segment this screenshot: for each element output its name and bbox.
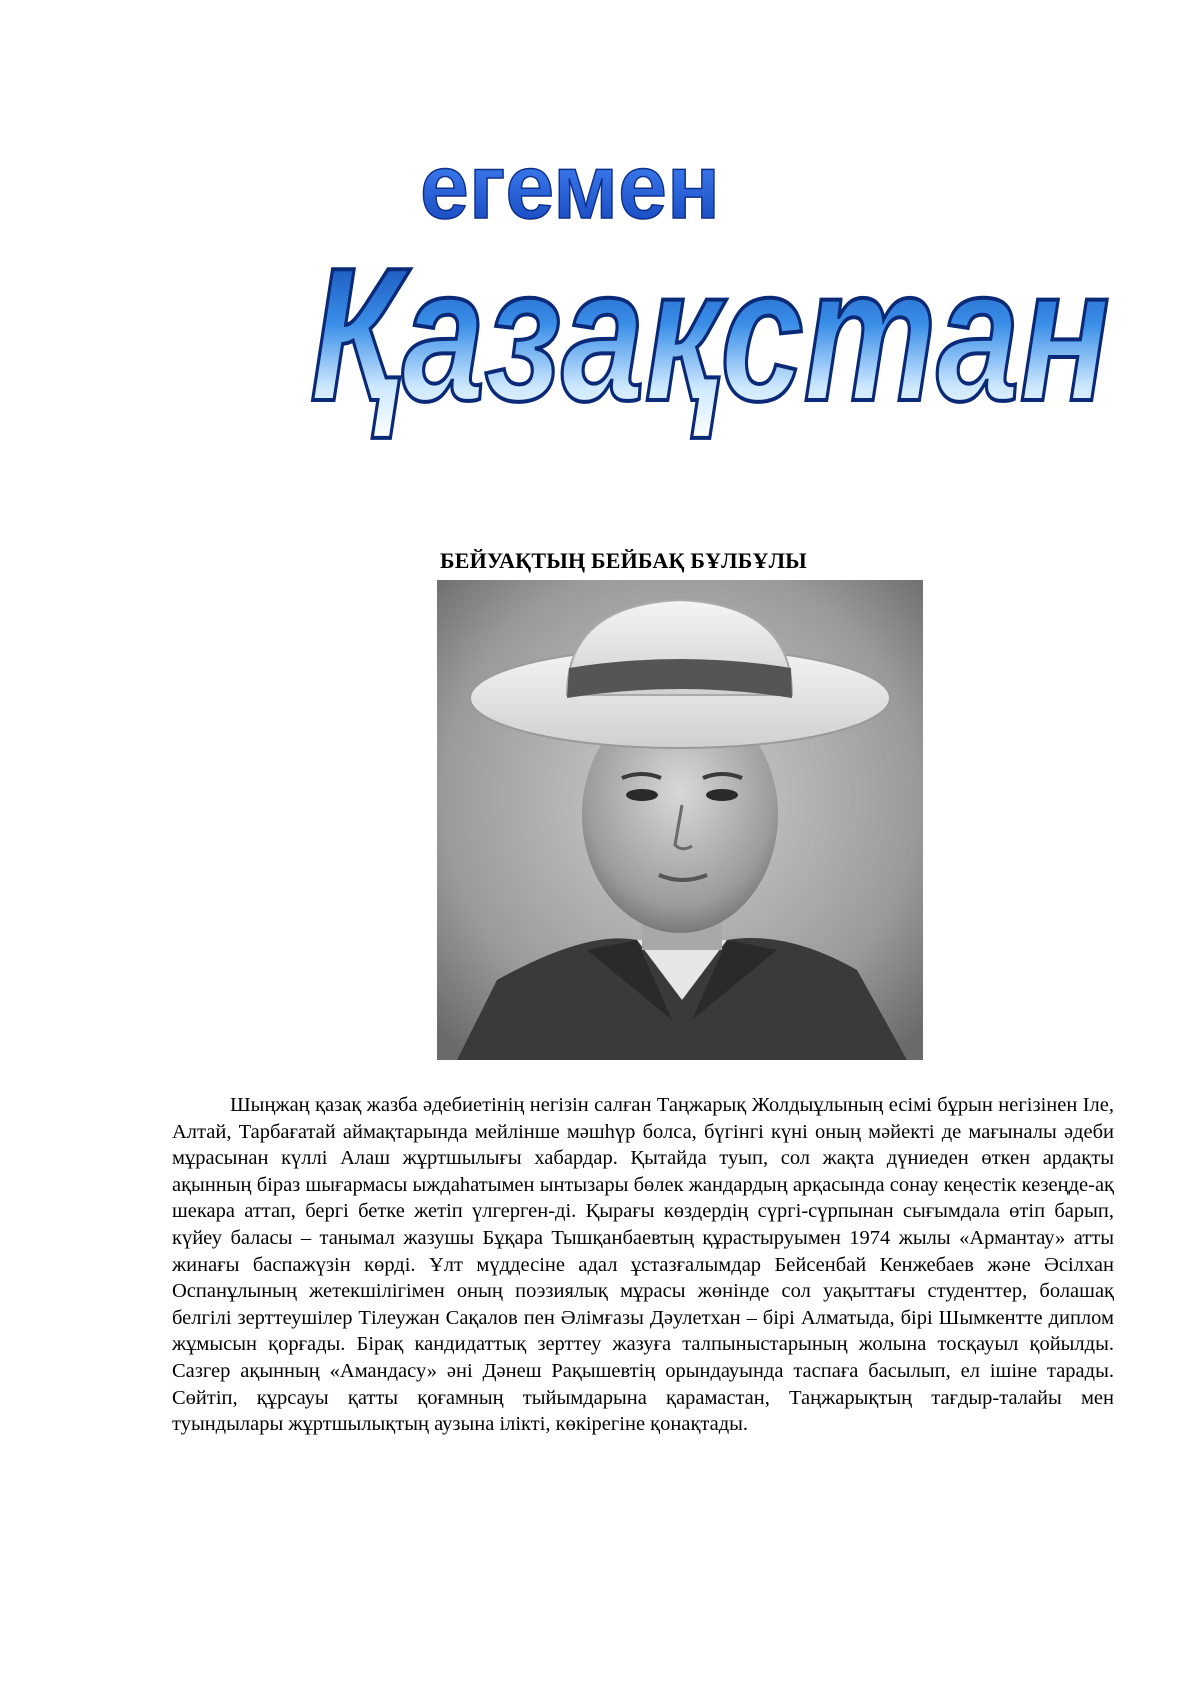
masthead-top-word: егемен (420, 140, 720, 238)
article-paragraph: Шыңжаң қазақ жазба әдебиетінің негізін салған Таңжарық Жолдыұлының есімі бұрын негізінен Іле, Алтай, Тарбағатай аймақтарында мейлінше мәшһүр болса, бүгінгі күні оның мәйекті де мағыналы әдеби мұрасынан күллі Алаш жұртшылығы хабардар. Қытайда туып, сол жақта дүниеден өткен ардақты ақынның біраз шығармасы ыждаһатымен ынтызары бөлек жандардың арқасында сонау кеңестік кезеңде-ақ шекара аттап, бергі бетке жетіп үлгерген-ді. Қырағы көздердің сүргі-сүрпынан сығымдала өтіп барып, күйеу баласы – танымал жазушы Бұқара Тышқанбаевтың құрастыруымен 1974 жылы «Армантау» атты жинағы баспажүзін көрді. Ұлт мүддесіне адал ұстазғалымдар Бейсенбай Кенжебаев және Әсілхан Оспанұлының жетекшілігімен оның поэзиялық мұрасы жөнінде сол уақыттағы студенттер, болашақ белгілі зерттеушілер Тілеужан Сақалов пен Әлімғазы Дәулетхан – бірі Алматыда, бірі Шымкентте диплом жұмысын қорғады. Бірақ кандидаттық зерттеу жазуға талпыныстарының жолына тосқауыл қойылды. Сазгер ақынның «Амандасу» әні Дәнеш Рақышевтің орындауында таспаға басылып, ел ішіне тарады. Сөйтіп, құрсауы қатты қоғамның тыйымдарына қарамастан, Таңжарықтың тағдыр-талайы мен туындылары жұртшылықтың аузына ілікті, көкірегіне қонақтады. (172, 1094, 1114, 1436)
masthead-bottom-word: Қазақстан (310, 229, 1110, 441)
portrait-photo (437, 580, 923, 1060)
newspaper-masthead-logo (300, 140, 1130, 470)
article-title: БЕЙУАҚТЫҢ БЕЙБАҚ БҰЛБҰЛЫ (440, 548, 807, 573)
